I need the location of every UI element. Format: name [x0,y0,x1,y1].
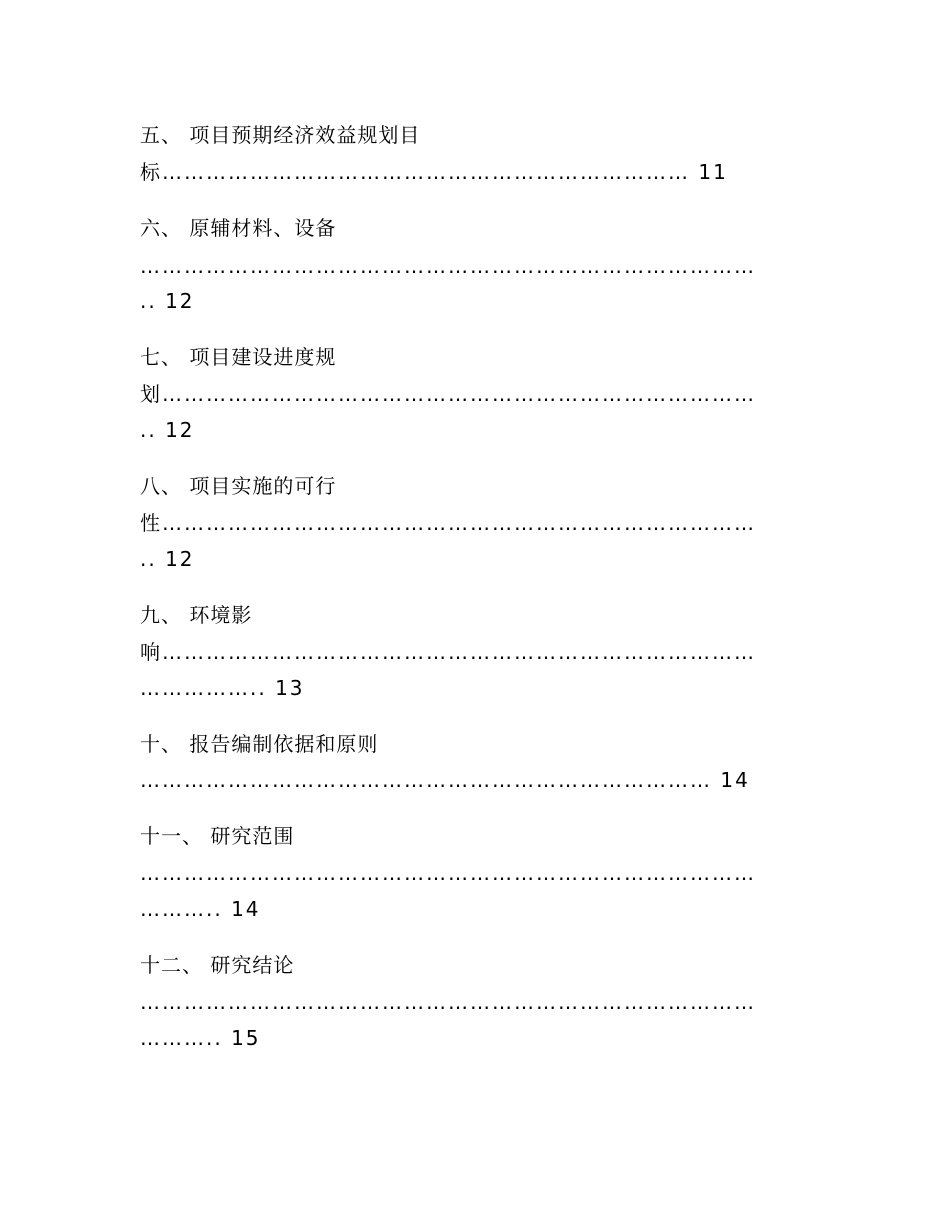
toc-heading: 十二、 研究结论 [140,953,295,977]
toc-dotted-line: 性……………………………………………………………………… [140,511,756,535]
toc-page-number-line: ……….. 14 [140,897,261,921]
toc-heading: 六、 原辅材料、设备 [140,216,337,240]
toc-dotted-line: ………………………………………………………………………… [140,990,756,1014]
toc-heading: 九、 环境影 [140,603,253,627]
toc-heading: 八、 项目实施的可行 [140,474,337,498]
toc-dotted-line: 标……………………………………………………………… 11 [140,160,728,184]
toc-dotted-line: ………………………………………………………………………… [140,861,756,885]
toc-dotted-line: ………………………………………………………………………… [140,254,756,278]
toc-page-number-line: .. 12 [140,547,195,571]
toc-page-number-line: .. 12 [140,289,195,313]
toc-page-number-line: ……….. 15 [140,1026,261,1050]
toc-page-number-line: …………….. 13 [140,676,305,700]
toc-heading: 十一、 研究范围 [140,824,295,848]
toc-heading: 十、 报告编制依据和原则 [140,732,379,756]
toc-heading: 七、 项目建设进度规 [140,345,337,369]
toc-page-number-line: .. 12 [140,418,195,442]
toc-heading: 五、 项目预期经济效益规划目 [140,123,421,147]
toc-dotted-line: 响……………………………………………………………………… [140,640,756,664]
toc-dotted-line: 划……………………………………………………………………… [140,382,756,406]
toc-dotted-line: …………………………………………………………………… 14 [140,768,750,792]
